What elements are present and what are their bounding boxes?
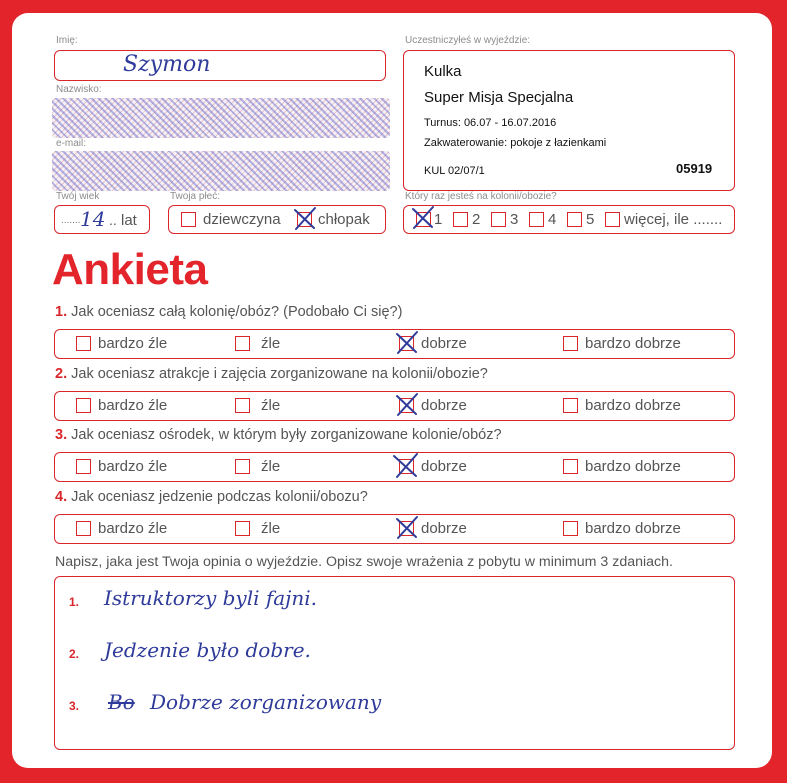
x-check-mark-icon xyxy=(410,206,436,230)
gender-label: Twoja płeć: xyxy=(170,191,221,202)
times-checkbox-5[interactable] xyxy=(567,212,582,227)
age-label: Twój wiek xyxy=(56,191,100,202)
name-field[interactable] xyxy=(54,50,386,81)
times-checkbox-4[interactable] xyxy=(529,212,544,227)
opinion-line-3: Dobrze zorganizowany xyxy=(150,690,382,714)
age-unit: lat xyxy=(121,212,137,229)
opinion-line-3-struck: Bo xyxy=(108,690,135,714)
email-redaction xyxy=(52,151,390,191)
answer-row-2: bardzo źle źle dobrze bardzo dobrze xyxy=(54,391,735,421)
q1-checkbox-very-bad[interactable] xyxy=(76,336,91,351)
trip-label: Uczestniczyłeś w wyjeździe: xyxy=(405,35,531,46)
trip-code: KUL 02/07/1 xyxy=(424,165,485,177)
q4-checkbox-very-bad[interactable] xyxy=(76,521,91,536)
q1-checkbox-very-good[interactable] xyxy=(563,336,578,351)
email-label: e-mail: xyxy=(56,138,87,149)
x-check-mark-icon xyxy=(392,453,420,479)
gender-field xyxy=(168,205,386,234)
q3-checkbox-very-good[interactable] xyxy=(563,459,578,474)
surname-label: Nazwisko: xyxy=(56,84,102,95)
trip-name: Super Misja Specjalna xyxy=(424,89,574,106)
times-option-5: 5 xyxy=(586,211,595,228)
q3-checkbox-very-bad[interactable] xyxy=(76,459,91,474)
q2-checkbox-very-bad[interactable] xyxy=(76,398,91,413)
q1-checkbox-bad[interactable] xyxy=(235,336,250,351)
opinion-line-2: Jedzenie było dobre. xyxy=(104,638,311,662)
question-1: 1. Jak oceniasz całą kolonię/obóz? (Podobało Ci się?) xyxy=(55,304,403,320)
q2-checkbox-bad[interactable] xyxy=(235,398,250,413)
survey-sheet xyxy=(12,13,772,768)
times-label: Który raz jesteś na kolonii/obozie? xyxy=(405,191,557,202)
q4-checkbox-bad[interactable] xyxy=(235,521,250,536)
opinion-line-1: Istruktorzy byli fajni. xyxy=(104,586,318,610)
times-option-more: więcej, ile ....... xyxy=(624,211,723,228)
gender-checkbox-girl[interactable] xyxy=(181,212,196,227)
x-check-mark-icon xyxy=(394,331,420,355)
survey-title: Ankieta xyxy=(52,245,208,294)
opinion-num-1: 1. xyxy=(69,595,80,609)
surname-redaction xyxy=(52,98,390,138)
times-checkbox-3[interactable] xyxy=(491,212,506,227)
age-value: 14 xyxy=(80,207,106,231)
x-check-mark-icon xyxy=(394,516,420,540)
question-4: 4. Jak oceniasz jedzenie podczas kolonii/obozu? xyxy=(55,489,368,505)
times-field xyxy=(403,205,735,234)
trip-accommodation: Zakwaterowanie: pokoje z łazienkami xyxy=(424,137,607,149)
answer-row-1: bardzo źle źle dobrze bardzo dobrze xyxy=(54,329,735,359)
times-option-2: 2 xyxy=(472,211,481,228)
answer-row-4: bardzo źle źle dobrze bardzo dobrze xyxy=(54,514,735,544)
question-2: 2. Jak oceniasz atrakcje i zajęcia zorganizowane na kolonii/obozie? xyxy=(55,366,488,382)
trip-info-box xyxy=(403,50,735,191)
age-field[interactable]: ....... 14 .. lat xyxy=(54,205,150,234)
name-value: Szymon xyxy=(123,52,211,77)
gender-option-boy: chłopak xyxy=(318,211,370,228)
trip-turnus: Turnus: 06.07 - 16.07.2016 xyxy=(424,117,557,129)
trip-number: 05919 xyxy=(676,161,713,176)
times-checkbox-more[interactable] xyxy=(605,212,620,227)
times-option-1: 1 xyxy=(434,211,443,228)
times-checkbox-2[interactable] xyxy=(453,212,468,227)
trip-org: Kulka xyxy=(424,63,462,80)
q4-checkbox-very-good[interactable] xyxy=(563,521,578,536)
question-3: 3. Jak oceniasz ośrodek, w którym były zorganizowane kolonie/obóz? xyxy=(55,427,502,443)
opinion-num-3: 3. xyxy=(69,699,80,713)
name-label: Imię: xyxy=(56,35,78,46)
times-option-4: 4 xyxy=(548,211,557,228)
answer-row-3: bardzo źle źle dobrze bardzo dobrze xyxy=(54,452,735,482)
q3-checkbox-bad[interactable] xyxy=(235,459,250,474)
opinion-num-2: 2. xyxy=(69,647,80,661)
x-check-mark-icon xyxy=(292,207,318,231)
opinion-prompt: Napisz, jaka jest Twoja opinia o wyjeździe. Opisz swoje wrażenia z pobytu w minimum 3 zdaniach. xyxy=(55,554,673,570)
x-check-mark-icon xyxy=(394,393,420,417)
gender-option-girl: dziewczyna xyxy=(203,211,281,228)
q2-checkbox-very-good[interactable] xyxy=(563,398,578,413)
times-option-3: 3 xyxy=(510,211,519,228)
